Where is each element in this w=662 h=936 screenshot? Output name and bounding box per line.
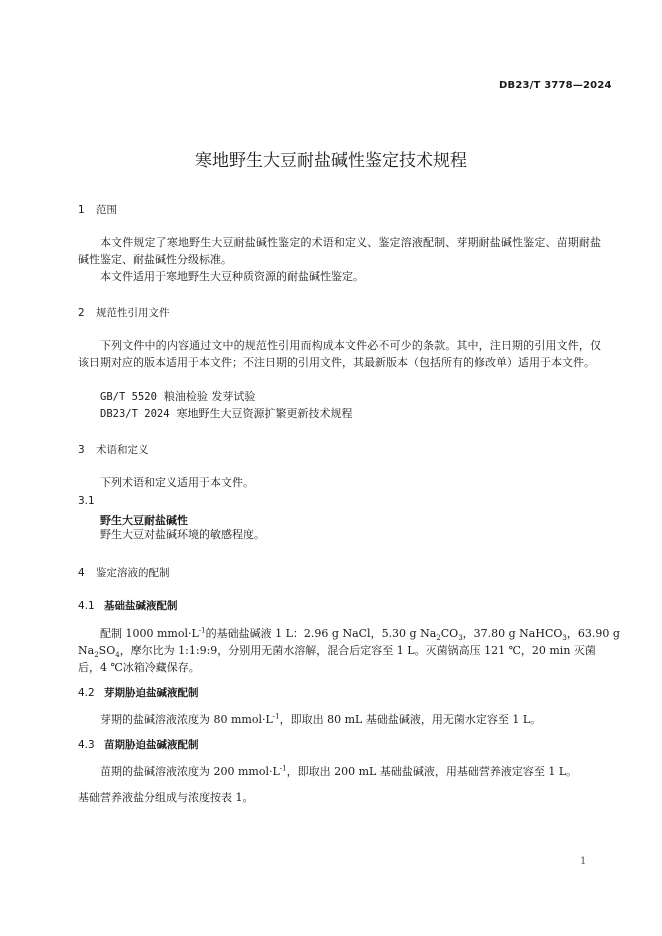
term-definition: 野生大豆对盐碱环境的敏感程度。: [100, 528, 265, 541]
section-heading-scope: [78, 202, 117, 217]
term-number: 3.1: [78, 495, 95, 507]
subscript: 3: [562, 634, 567, 643]
subscript: 2: [436, 634, 441, 643]
reference-name: 寒地野生大豆资源扩繁更新技术规程: [176, 407, 353, 420]
subsection-title: 基础盐碱液配制: [104, 600, 178, 612]
term-name: 野生大豆耐盐碱性: [100, 514, 188, 527]
text-run: Na: [78, 644, 95, 657]
text-run: ，即取出 80 mL 基础盐碱液，用无菌水定容至 1 L。: [279, 713, 542, 726]
section-number: 3: [78, 444, 85, 456]
section-title: 规范性引用文件: [96, 307, 170, 319]
subscript: 3: [458, 634, 463, 643]
section-title: 范围: [96, 204, 117, 216]
subsection-heading-4-3: [78, 737, 199, 752]
nutrient-note: 基础营养液盐分组成与浓度按表 1。: [78, 791, 254, 804]
superscript: -1: [272, 712, 280, 721]
subsection-title: 苗期胁迫盐碱液配制: [104, 739, 199, 751]
section-heading-terms: [78, 442, 149, 457]
subsection-number: 4.1: [78, 600, 95, 612]
text-run: 配制 1000 mmol·L: [100, 627, 199, 640]
subsection-heading-4-2: [78, 685, 199, 700]
section-number: 1: [78, 204, 85, 216]
solution-4-1-line-3: 后，4 ℃冰箱冷藏保存。: [78, 661, 200, 674]
reference-item: [100, 388, 255, 406]
reference-code: GB/T 5520: [100, 391, 157, 403]
normative-paragraph: 下列文件中的内容通过文中的规范性引用而构成本文件必不可少的条款。其中，注日期的引用文件，仅该日期对应的版本适用于本文件；不注日期的引用文件，其最新版本（包括所有的修改单）适用于本文件。: [78, 339, 601, 369]
subscript: 4: [115, 651, 120, 660]
text-run: CO: [440, 627, 459, 640]
text-run: ，37.80 g NaHCO: [462, 627, 563, 640]
text-run: 苗期的盐碱溶液浓度为 200 mmol·L: [100, 765, 280, 778]
solution-4-1-line-1: [100, 625, 620, 642]
solution-4-1-line-2: [78, 642, 596, 659]
scope-paragraph-2: 本文件适用于寒地野生大豆种质资源的耐盐碱性鉴定。: [100, 270, 364, 283]
document-title: 寒地野生大豆耐盐碱性鉴定技术规程: [195, 151, 467, 171]
superscript: -1: [198, 626, 206, 635]
section-heading-solutions: [78, 565, 170, 580]
page-number: 1: [580, 856, 587, 867]
text-run: SO: [98, 644, 116, 657]
terms-intro: 下列术语和定义适用于本文件。: [100, 476, 254, 489]
section-heading-normative-references: [78, 305, 170, 320]
subsection-heading-4-1: [78, 598, 178, 613]
section-title: 术语和定义: [96, 444, 149, 456]
reference-name: 粮油检验 发芽试验: [163, 390, 256, 403]
text-run: ，摩尔比为 1:1:9:9，分别用无菌水溶解，混合后定容至 1 L。灭菌锅高压 121 ℃，20 min 灭菌: [119, 644, 596, 657]
reference-item: [100, 405, 353, 423]
text-run: 芽期的盐碱溶液浓度为 80 mmol·L: [100, 713, 273, 726]
section-number: 4: [78, 567, 85, 579]
text-run: ，63.90 g: [566, 627, 620, 640]
document-code: DB23/T 3778—2024: [499, 80, 612, 91]
scope-paragraph-1: 本文件规定了寒地野生大豆耐盐碱性鉴定的术语和定义、鉴定溶液配制、芽期耐盐碱性鉴定、苗期耐盐碱性鉴定、耐盐碱性分级标准。: [78, 236, 601, 266]
superscript: -1: [279, 764, 287, 773]
subsection-title: 芽期胁迫盐碱液配制: [104, 687, 199, 699]
subscript: 2: [94, 651, 99, 660]
reference-code: DB23/T 2024: [100, 408, 170, 420]
solution-4-2-text: [100, 711, 541, 728]
text-run: 的基础盐碱液 1 L：2.96 g NaCl，5.30 g Na: [205, 627, 437, 640]
section-number: 2: [78, 307, 85, 319]
solution-4-3-text: [100, 763, 577, 780]
text-run: ，即取出 200 mL 基础盐碱液，用基础营养液定容至 1 L。: [286, 765, 578, 778]
subsection-number: 4.3: [78, 739, 95, 751]
section-title: 鉴定溶液的配制: [96, 567, 170, 579]
subsection-number: 4.2: [78, 687, 95, 699]
